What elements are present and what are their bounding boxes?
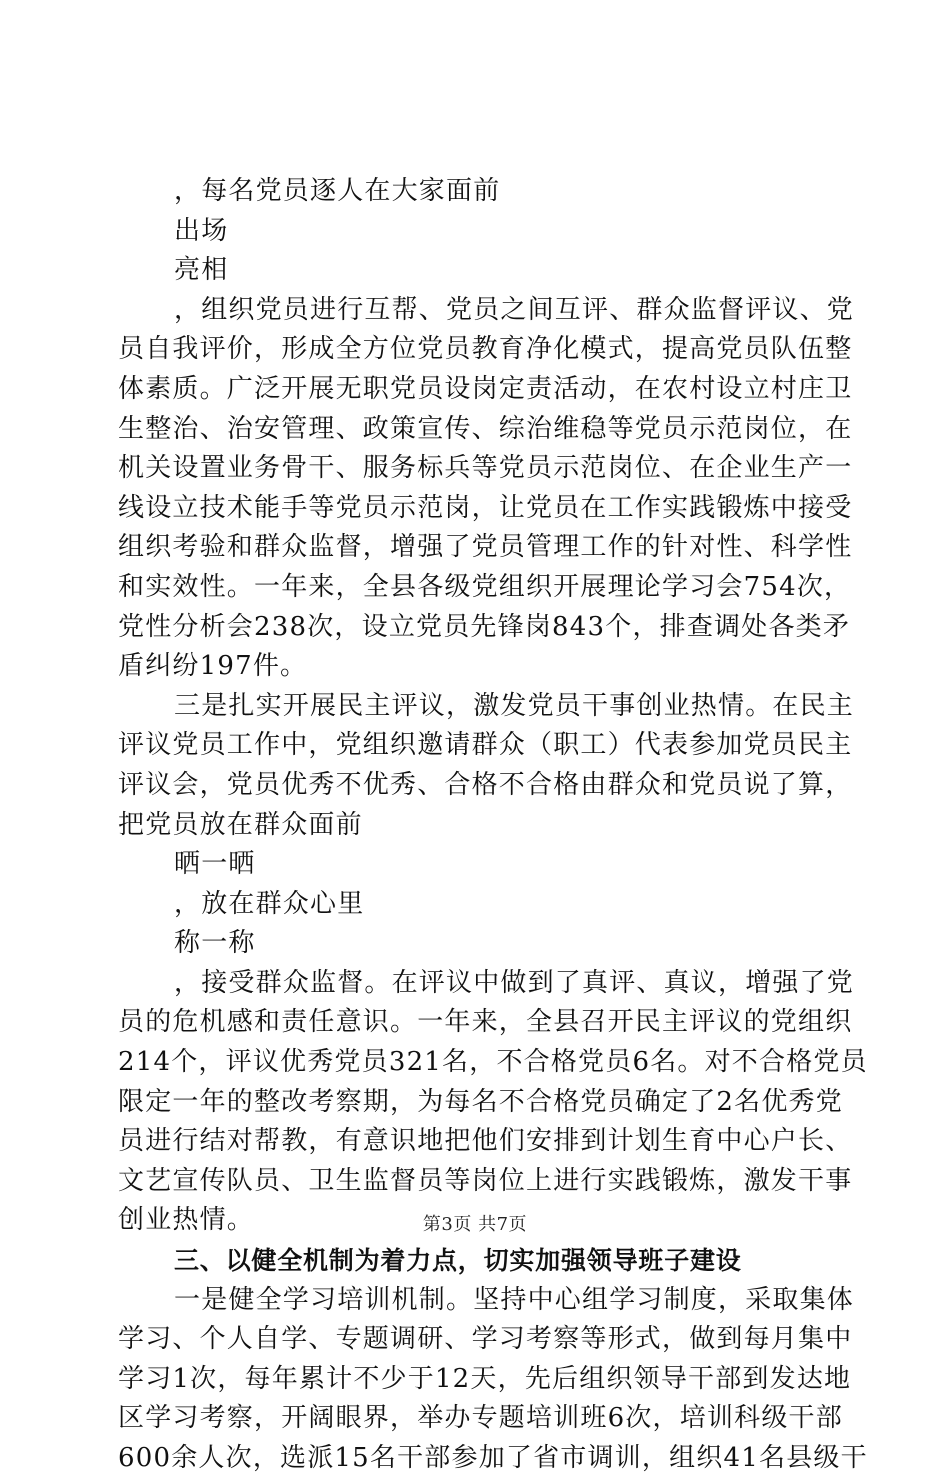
text-line: 创业热情。 [118,1205,255,1236]
page-footer [0,1210,950,1236]
text-line: 线设立技术能手等党员示范岗，让党员在工作实践锻炼中接受 [118,492,853,523]
text-line: 员的危机感和责任意识。一年来，全县召开民主评议的党组织 [118,1007,853,1038]
text-line: ，组织党员进行互帮、党员之间互评、群众监督评议、党 [174,294,855,325]
text-line: 限定一年的整改考察期，为每名不合格党员确定了2名优秀党 [118,1086,843,1117]
text-line: 214个，评议优秀党员321名，不合格党员6名。对不合格党员 [118,1047,868,1078]
text-line: 区学习考察，开阔眼界，举办专题培训班6次，培训科级干部 [118,1403,843,1434]
text-line: 三是扎实开展民主评议，激发党员干事创业热情。在民主 [174,690,855,721]
text-line: 党性分析会238次，设立党员先锋岗843个，排查调处各类矛 [118,611,851,642]
page-number: 第3页 共7页 [422,1214,528,1235]
text-line: ，放在群众心里 [174,888,365,919]
text-line: 一是健全学习培训机制。坚持中心组学习制度，采取集体 [174,1284,855,1315]
text-line: 出场 [174,215,229,246]
text-line: 和实效性。一年来，全县各级党组织开展理论学习会754次， [118,571,852,602]
section-heading: 三、以健全机制为着力点，切实加强领导班子建设 [174,1246,742,1276]
text-line: 盾纠纷197件。 [118,651,308,682]
text-line: 体素质。广泛开展无职党员设岗定责活动，在农村设立村庄卫 [118,373,853,404]
document-body [118,172,868,1479]
text-line: 组织考验和群众监督，增强了党员管理工作的针对性、科学性 [118,532,853,563]
text-line: 评议党员工作中，党组织邀请群众（职工）代表参加党员民主 [118,730,853,761]
text-line: 把党员放在群众面前 [118,809,363,840]
text-line: ，每名党员逐人在大家面前 [174,176,501,206]
text-line: 学习、个人自学、专题调研、学习考察等形式，做到每月集中 [118,1324,853,1355]
text-line: 称一称 [174,928,256,959]
text-line: 机关设置业务骨干、服务标兵等党员示范岗位、在企业生产一 [118,453,853,484]
text-line: 员自我评价，形成全方位党员教育净化模式，提高党员队伍整 [118,334,853,365]
text-line: 员进行结对帮教，有意识地把他们安排到计划生育中心户长、 [118,1126,853,1157]
text-line: 600余人次，选派15名干部参加了省市调训，组织41名县级干 [118,1443,868,1473]
text-line: ，接受群众监督。在评议中做到了真评、真议，增强了党 [174,967,855,998]
text-line: 文艺宣传队员、卫生监督员等岗位上进行实践锻炼，激发干事 [118,1165,853,1196]
text-line: 学习1次，每年累计不少于12天，先后组织领导干部到发达地 [118,1363,852,1394]
text-line: 评议会，党员优秀不优秀、合格不合格由群众和党员说了算， [118,769,853,800]
text-line: 晒一晒 [174,849,256,880]
text-line: 亮相 [174,255,229,286]
text-line: 生整治、治安管理、政策宣传、综治维稳等党员示范岗位，在 [118,413,853,444]
